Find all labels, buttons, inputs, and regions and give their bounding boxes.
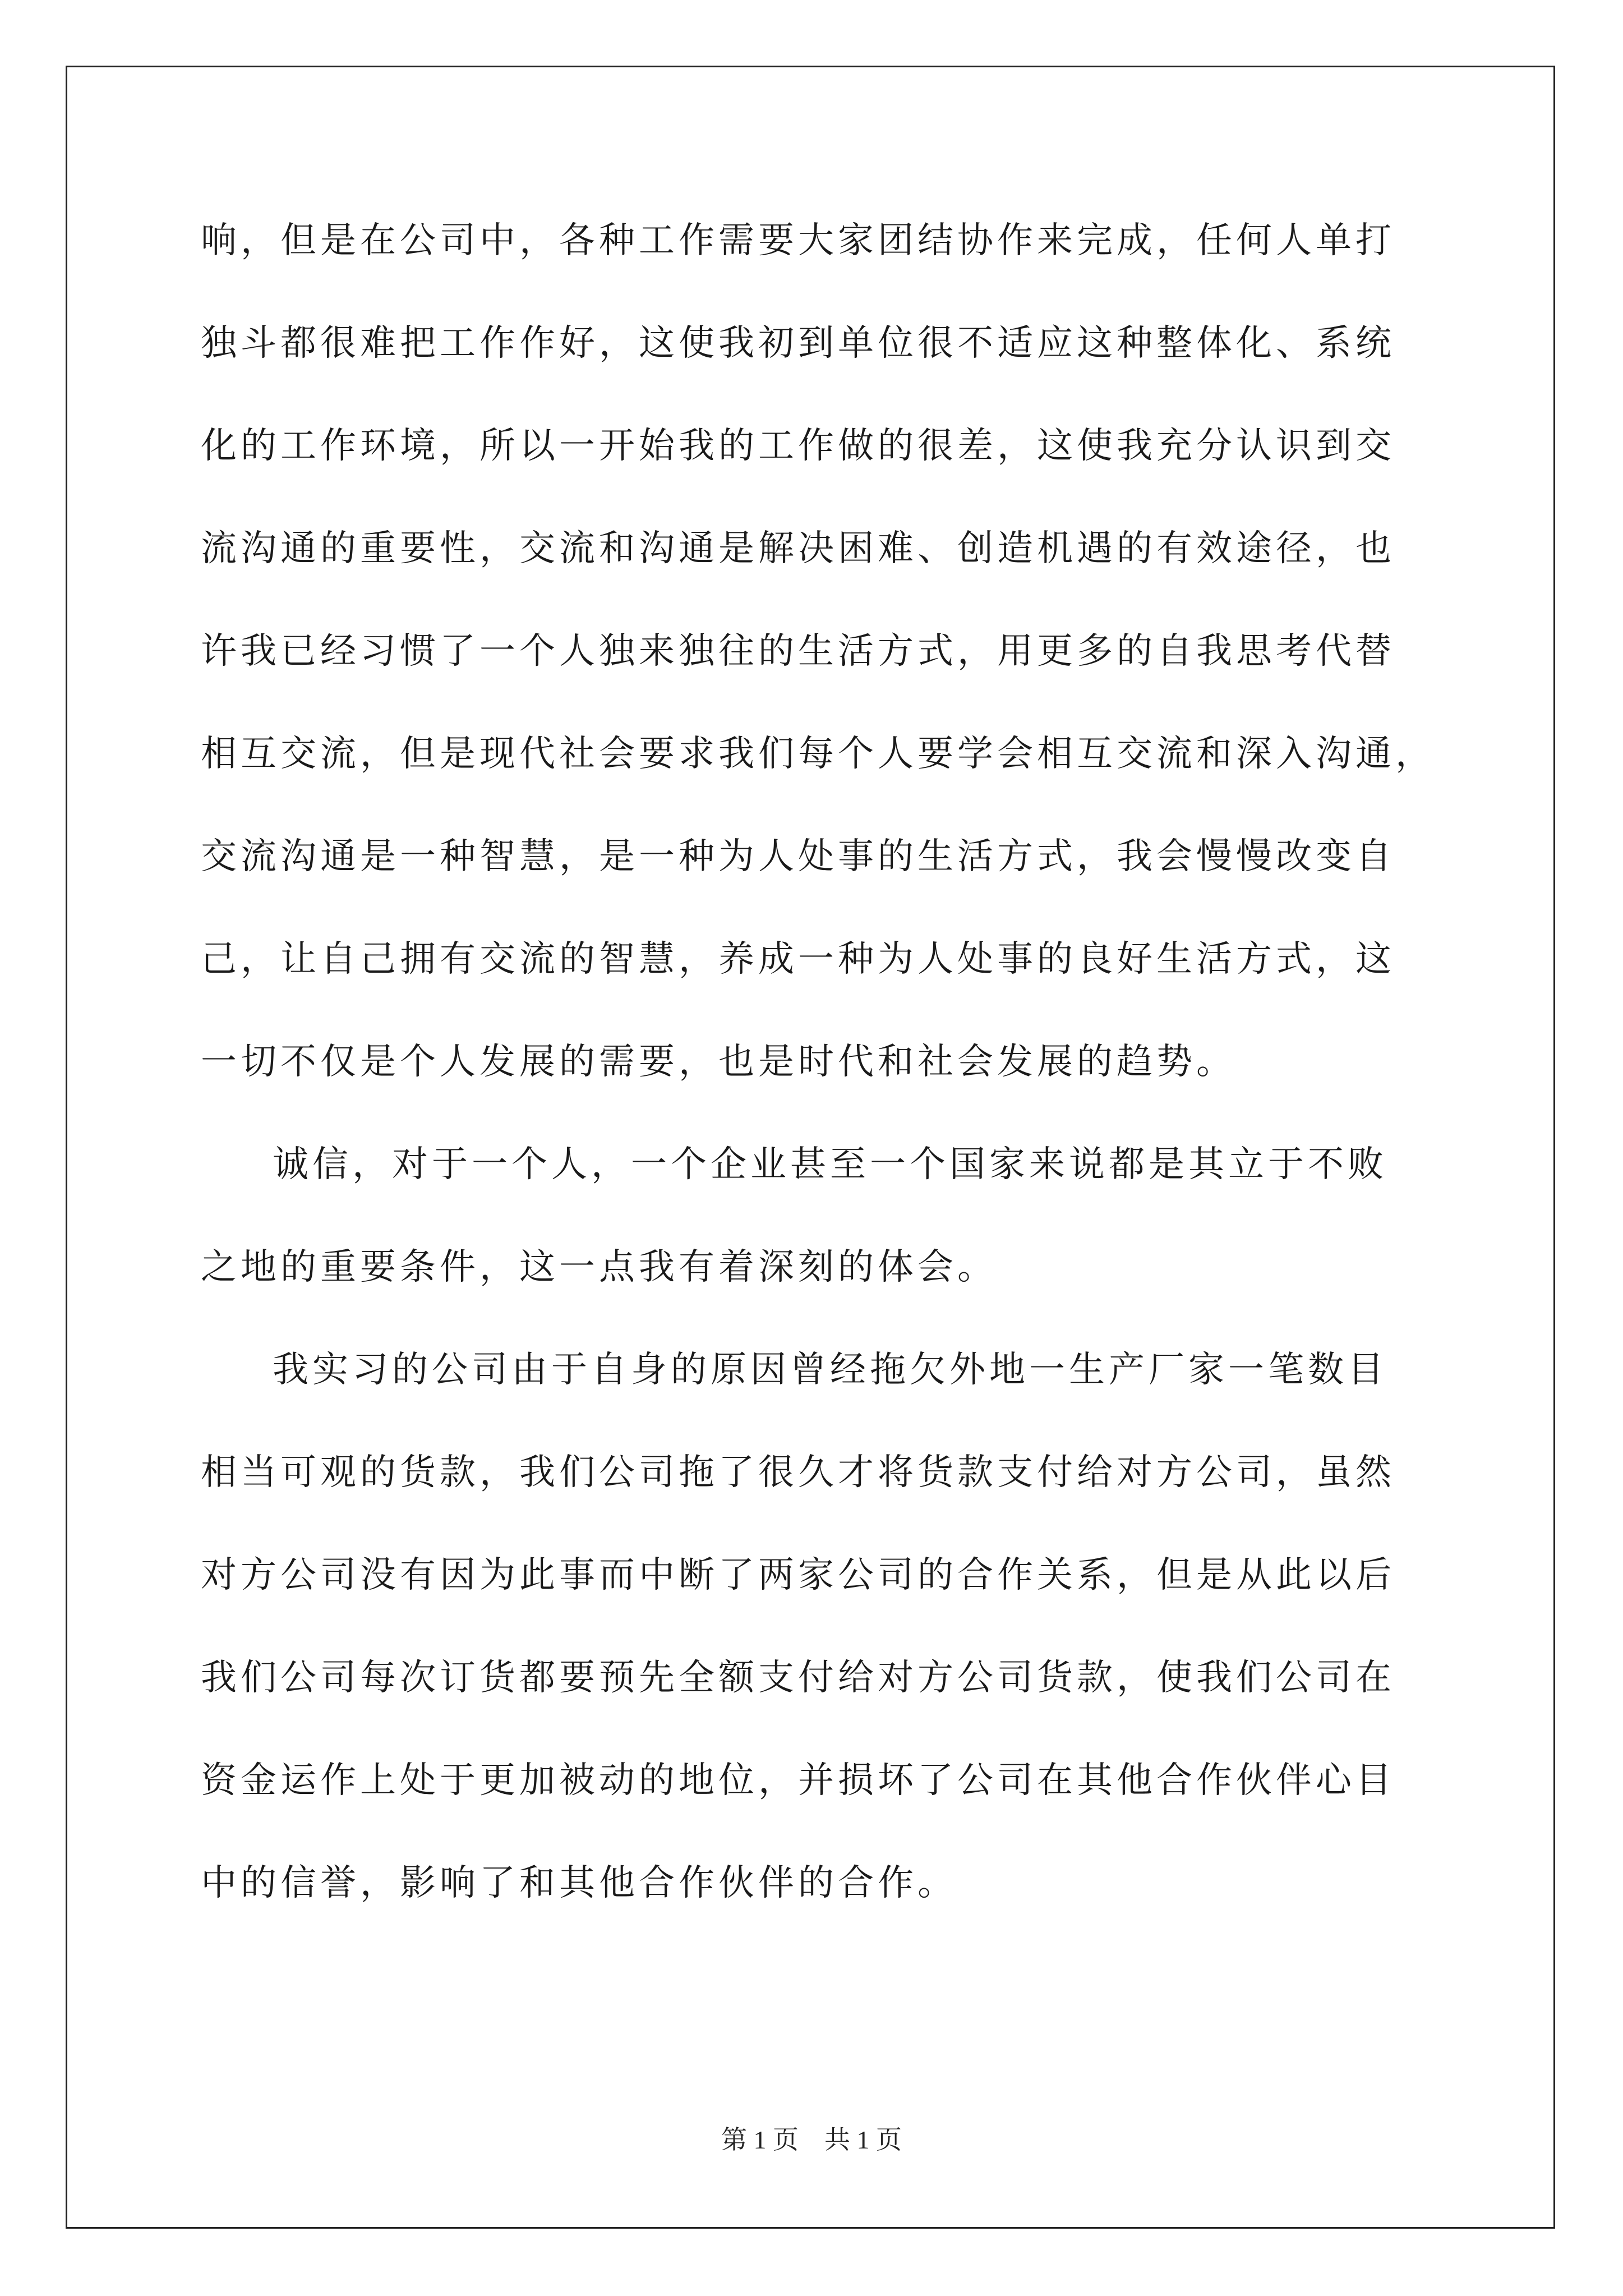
text-line: 独斗都很难把工作作好，这使我初到单位很不适应这种整体化、系统 <box>201 323 1395 364</box>
text-line: 之地的重要条件，这一点我有着深刻的体会。 <box>201 1246 997 1288</box>
text-line: 中的信誉，影响了和其他合作伙伴的合作。 <box>201 1862 957 1904</box>
text-line: 资金运作上处于更加被动的地位，并损坏了公司在其他合作伙伴心目 <box>201 1760 1395 1801</box>
text-line: 相当可观的货款，我们公司拖了很久才将货款支付给对方公司，虽然 <box>201 1452 1395 1493</box>
text-line: 一切不仅是个人发展的需要，也是时代和社会发展的趋势。 <box>201 1041 1236 1083</box>
text-line: 己，让自己拥有交流的智慧，养成一种为人处事的良好生活方式，这 <box>201 938 1395 980</box>
text-line: 许我已经习惯了一个人独来独往的生活方式，用更多的自我思考代替 <box>201 631 1395 672</box>
paragraph-first-line: 诚信，对于一个人，一个企业甚至一个国家来说都是其立于不败 <box>273 1144 1387 1185</box>
text-line: 我们公司每次订货都要预先全额支付给对方公司货款，使我们公司在 <box>201 1657 1395 1699</box>
page-footer: 第 1 页 共 1 页 <box>721 2125 902 2154</box>
text-line: 化的工作环境，所以一开始我的工作做的很差，这使我充分认识到交 <box>201 425 1395 467</box>
text-line: 响，但是在公司中，各种工作需要大家团结协作来完成，任何人单打 <box>201 220 1395 261</box>
text-line: 对方公司没有因为此事而中断了两家公司的合作关系，但是从此以后 <box>201 1554 1395 1596</box>
text-line: 相互交流，但是现代社会要求我们每个人要学会相互交流和深入沟通， <box>201 733 1435 775</box>
text-line: 交流沟通是一种智慧，是一种为人处事的生活方式，我会慢慢改变自 <box>201 836 1395 877</box>
paragraph-first-line: 我实习的公司由于自身的原因曾经拖欠外地一生产厂家一笔数目 <box>273 1349 1387 1391</box>
text-line: 流沟通的重要性，交流和沟通是解决困难、创造机遇的有效途径，也 <box>201 528 1395 569</box>
